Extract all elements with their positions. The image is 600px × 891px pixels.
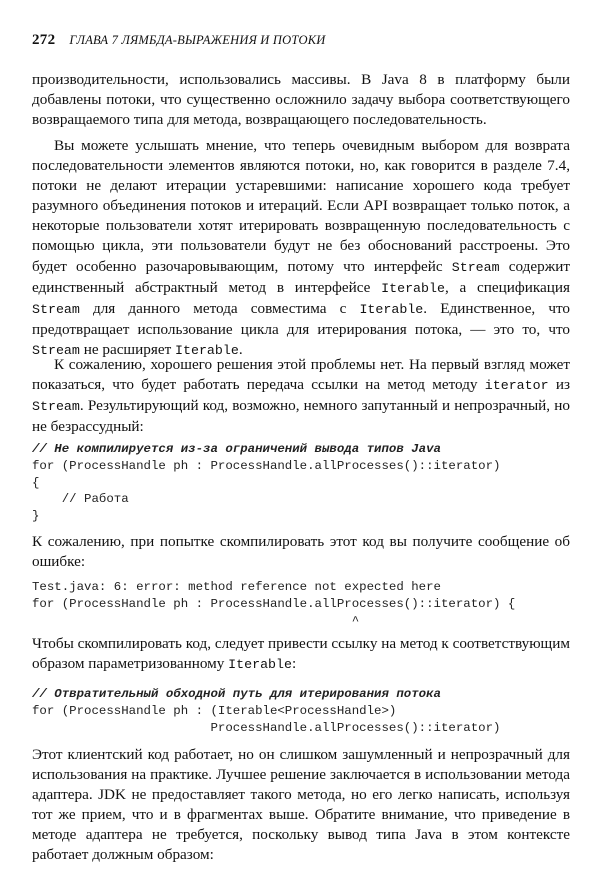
- code-lines: for (ProcessHandle ph : (Iterable<ProcessHandle>) ProcessHandle.allProcesses()::iterator): [32, 703, 501, 735]
- text-run: :: [292, 655, 297, 673]
- text-run: из: [548, 376, 570, 394]
- text-run: Вы можете услышать мнение, что теперь очевидным выбором для возврата последовательности элементов являются потоки, но, как говорится в разделе 7.4, потоки не делают итерации устаревшими: написание хорошего кода требует разумного объединения потоков и итераций. Если API возвращает только поток, а некоторые пользователи хотят итерировать возвращенную последовательность с помощью цикла, эти пользователи будут не без обоснований расстроены. Это будет особенно разочаровывающим, потому что интерфейс: [32, 137, 570, 275]
- paragraph-5: [32, 634, 570, 675]
- code-comment: // Отвратительный обходной путь для итерирования потока: [32, 687, 441, 701]
- code-comment: // Не компилируется из-за ограничений вывода типов Java: [32, 442, 441, 456]
- inline-code: Iterable: [175, 342, 239, 358]
- inline-code: Stream: [32, 399, 80, 415]
- page-number: 272: [32, 32, 56, 48]
- inline-code: Stream: [451, 259, 500, 275]
- paragraph-4: К сожалению, при попытке скомпилировать этот код вы получите сообщение об ошибке:: [32, 533, 570, 571]
- inline-code: Iterable: [381, 280, 445, 296]
- chapter-title: ГЛАВА 7 ЛЯМБДА-ВЫРАЖЕНИЯ И ПОТОКИ: [69, 33, 326, 47]
- text-run: . Результирующий код, возможно, немного запутанный и непрозрачный, но не безрассудный:: [32, 397, 570, 436]
- inline-code: iterator: [484, 378, 549, 394]
- text-run: . Единственное, что предотвращает использование цикла для итерирования потока, — это то, что: [32, 299, 571, 338]
- text-run: содержит единственный абстрактный метод в интерфейсе: [32, 257, 570, 296]
- inline-code: Iterable: [228, 657, 292, 673]
- inline-code: Stream: [32, 301, 80, 317]
- paragraph-2: [32, 136, 570, 361]
- text-run: Чтобы скомпилировать код, следует привести ссылку на метод к соответствующим образом параметризованному: [32, 635, 570, 673]
- paragraph-3: [32, 355, 570, 437]
- text-run: К сожалению, хорошего решения этой проблемы нет. На первый взгляд может показаться, что будет работать передача ссылки на метод методу: [32, 356, 570, 394]
- text-run: не расширяет: [79, 340, 176, 358]
- paragraph-1: производительности, использовались массивы. В Java 8 в платформу были добавлены потоки, что существенно осложнило задачу выбора соответствующего возвращаемого типа для метода, возвращающего последовательность.: [32, 71, 570, 129]
- inline-code: Iterable: [359, 301, 424, 317]
- text-run: .: [238, 340, 243, 358]
- code-lines: for (ProcessHandle ph : ProcessHandle.allProcesses()::iterator) { // Работа }: [32, 458, 501, 524]
- code-block-3: [32, 686, 572, 736]
- text-run: , а спецификация: [444, 278, 570, 296]
- text-run: для данного метода совместима с: [79, 299, 360, 317]
- running-header: [32, 31, 572, 53]
- inline-code: Stream: [32, 342, 80, 358]
- code-block-1: [32, 441, 572, 525]
- paragraph-6: Этот клиентский код работает, но он слишком зашумленный и непрозрачный для использования на практике. Лучшее решение заключается в использовании метода адаптера. JDK не предоставляет такого метода, но его легко написать, используя тот же прием, что и в фрагментах выше. Обратите внимание, что приведение в методе адаптера не требуется, поскольку вывод типа Java в этом контексте работает должным образом:: [32, 746, 570, 864]
- code-block-2: Test.java: 6: error: method reference not expected here for (ProcessHandle ph : ProcessHandle.allProcesses()::iterator) { ^: [32, 580, 516, 628]
